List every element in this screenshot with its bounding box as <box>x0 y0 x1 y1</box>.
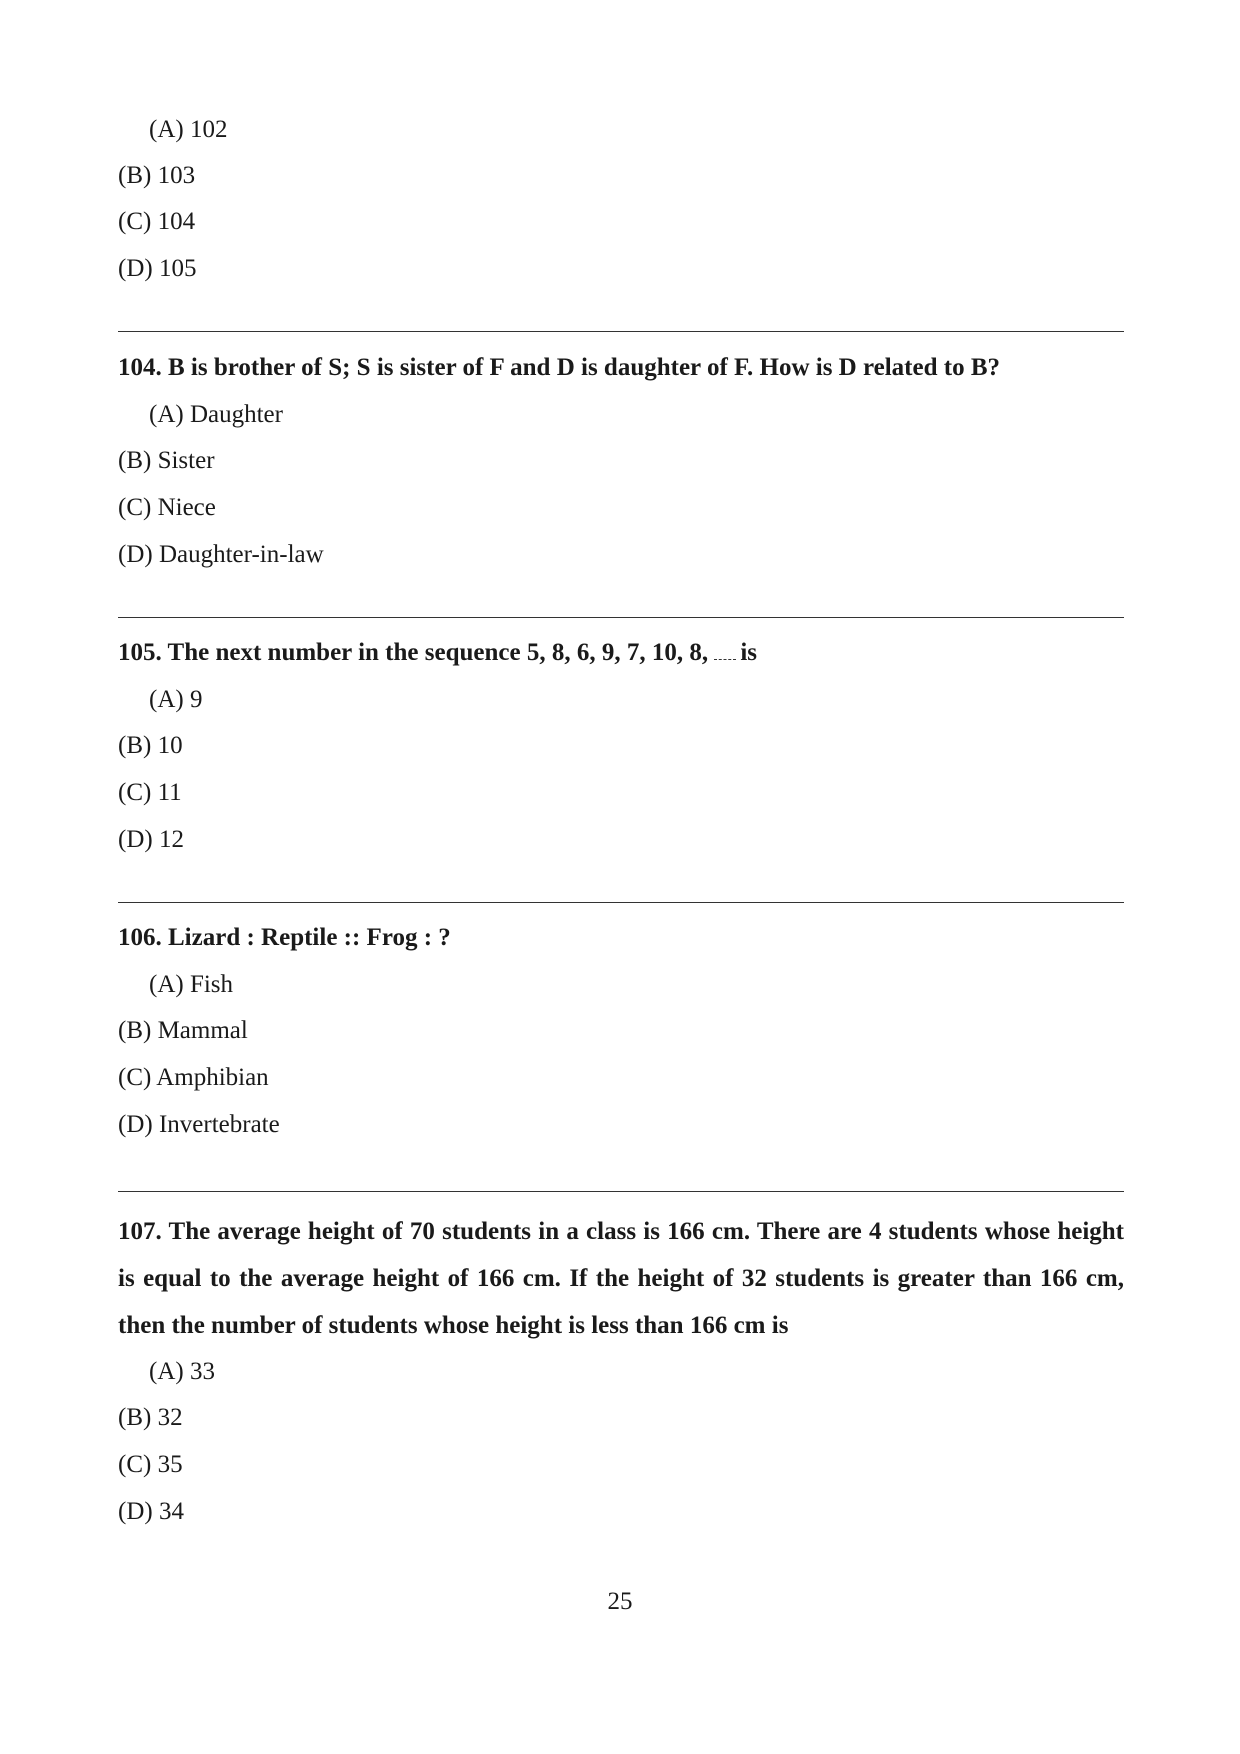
q107-option-a: (A) 33 <box>149 1358 215 1385</box>
q105-option-d: (D) 12 <box>118 826 184 853</box>
divider-2 <box>118 617 1124 618</box>
q103-option-a: (A) 102 <box>149 116 228 143</box>
answer-blank <box>714 649 736 660</box>
divider-3 <box>118 902 1124 903</box>
q106-option-a: (A) Fish <box>149 971 234 998</box>
divider-4 <box>118 1191 1124 1192</box>
q104-option-d: (D) Daughter-in-law <box>118 541 324 568</box>
q104-option-a: (A) Daughter <box>149 401 283 428</box>
q105-option-a: (A) 9 <box>149 686 203 713</box>
q104-option-b: (B) Sister <box>118 447 215 474</box>
q106-option-c: (C) Amphibian <box>118 1064 269 1091</box>
q103-option-b: (B) 103 <box>118 162 196 189</box>
q107-option-c: (C) 35 <box>118 1451 183 1478</box>
q103-option-c: (C) 104 <box>118 208 196 235</box>
q104-question: 104. B is brother of S; S is sister of F and D is daughter of F. How is D related to B? <box>118 354 1000 381</box>
q105-question <box>118 629 1124 676</box>
q105-question-prefix: 105. The next number in the sequence 5, 8, 6, 9, 7, 10, 8, <box>118 639 709 666</box>
q105-option-c: (C) 11 <box>118 779 182 806</box>
q107-question: 107. The average height of 70 students in a class is 166 cm. There are 4 students whose height is equal to the average height of 166 cm. If the height of 32 students is greater than 166 cm, then the number of students whose height is less than 166 cm is <box>118 1218 1124 1339</box>
divider-1 <box>118 331 1124 332</box>
q106-option-d: (D) Invertebrate <box>118 1111 280 1138</box>
q105-question-suffix: is <box>740 639 758 666</box>
q107-option-d: (D) 34 <box>118 1498 184 1525</box>
q104-option-c: (C) Niece <box>118 494 216 521</box>
q106-option-b: (B) Mammal <box>118 1017 248 1044</box>
q103-option-d: (D) 105 <box>118 255 197 282</box>
q107-option-b: (B) 32 <box>118 1404 183 1431</box>
q106-question: 106. Lizard : Reptile :: Frog : ? <box>118 924 451 951</box>
page-number: 25 <box>607 1588 633 1615</box>
q105-option-b: (B) 10 <box>118 732 183 759</box>
